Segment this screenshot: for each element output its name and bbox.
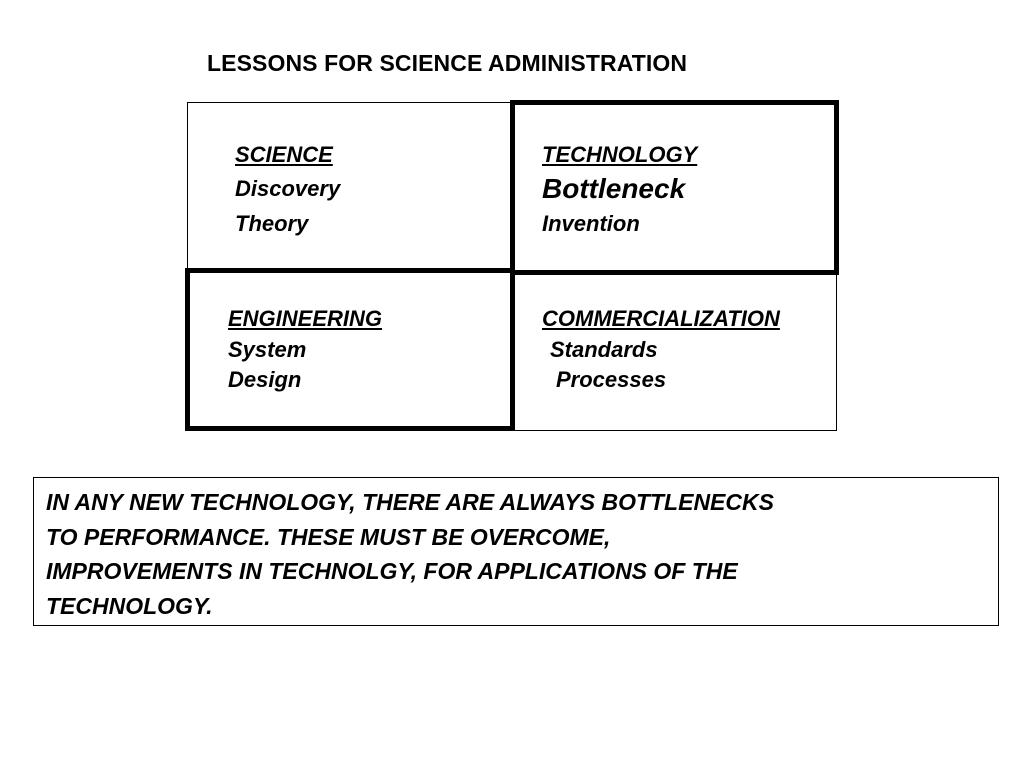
technology-item-invention: Invention xyxy=(542,211,640,236)
engineering-item-system: System xyxy=(228,337,307,362)
engineering-item-design: Design xyxy=(228,367,302,392)
note-line: IN ANY NEW TECHNOLOGY, THERE ARE ALWAYS BOTTLENECKS xyxy=(46,489,774,515)
technology-heading: TECHNOLOGY xyxy=(542,142,698,167)
technology-quadrant xyxy=(542,139,697,241)
commercialization-item-processes: Processes xyxy=(556,367,667,392)
science-item-theory: Theory xyxy=(235,211,309,236)
technology-item-bottleneck: Bottleneck xyxy=(542,173,686,204)
commercialization-quadrant xyxy=(542,303,780,395)
science-heading: SCIENCE xyxy=(235,142,333,167)
note-line: IMPROVEMENTS IN TECHNOLGY, FOR APPLICATIONS OF THE xyxy=(46,558,738,584)
slide-title: LESSONS FOR SCIENCE ADMINISTRATION xyxy=(207,50,688,76)
note-line: TO PERFORMANCE. THESE MUST BE OVERCOME, xyxy=(46,523,611,550)
science-item-discovery: Discovery xyxy=(235,176,341,201)
commercialization-heading: COMMERCIALIZATION xyxy=(542,306,780,331)
bottleneck-note-box xyxy=(33,477,999,626)
engineering-quadrant xyxy=(228,303,382,395)
engineering-heading: ENGINEERING xyxy=(228,306,383,331)
commercialization-item-standards: Standards xyxy=(550,337,658,362)
science-quadrant xyxy=(235,139,340,241)
note-line: TECHNOLOGY. xyxy=(46,592,213,619)
